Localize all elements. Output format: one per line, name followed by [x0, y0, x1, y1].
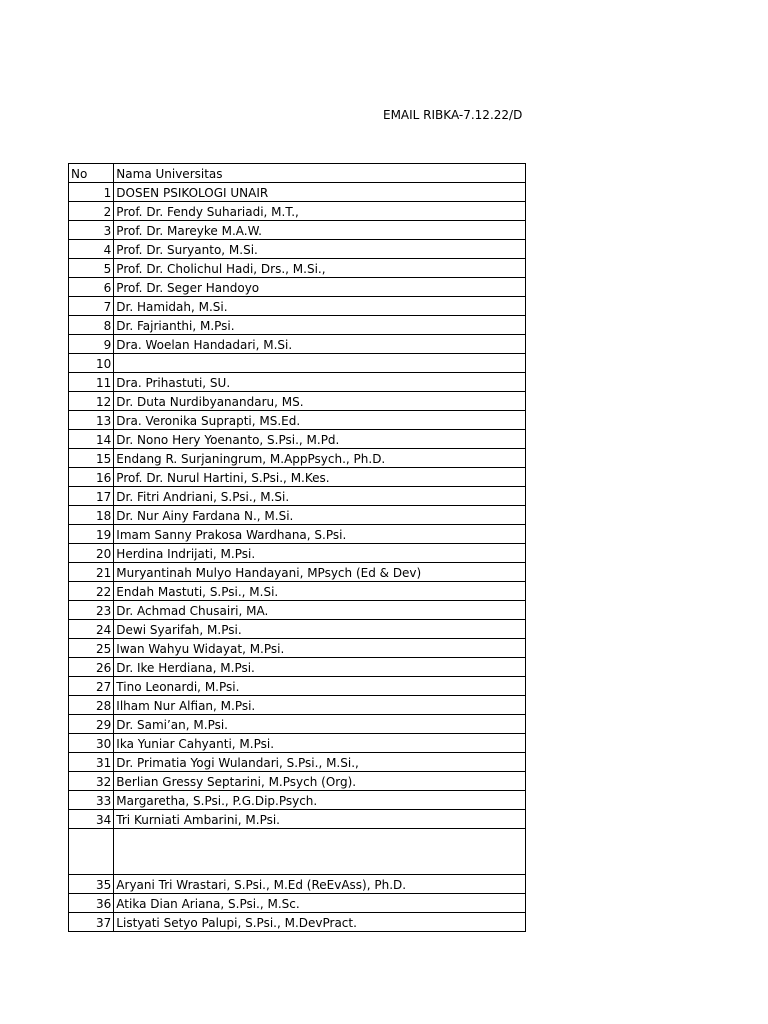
page-title: EMAIL RIBKA-7.12.22/D — [383, 108, 523, 122]
row-number-cell: 13 — [69, 411, 114, 430]
column-header-no: No — [69, 164, 114, 183]
row-name-cell — [114, 829, 526, 875]
table-row — [69, 894, 526, 913]
row-number-cell: 8 — [69, 316, 114, 335]
row-number-cell: 1 — [69, 183, 114, 202]
row-name-cell: Dra. Veronika Suprapti, MS.Ed. — [114, 411, 526, 430]
row-number-cell: 15 — [69, 449, 114, 468]
row-name-cell: Endang R. Surjaningrum, M.AppPsych., Ph.D. — [114, 449, 526, 468]
row-number-cell — [69, 829, 114, 875]
table-row — [69, 791, 526, 810]
row-number-cell: 29 — [69, 715, 114, 734]
table-row — [69, 753, 526, 772]
table-row — [69, 875, 526, 894]
table-row — [69, 297, 526, 316]
table-row — [69, 734, 526, 753]
row-number-cell: 37 — [69, 913, 114, 932]
table-row — [69, 316, 526, 335]
row-name-cell: Dewi Syarifah, M.Psi. — [114, 620, 526, 639]
row-name-cell: Herdina Indrijati, M.Psi. — [114, 544, 526, 563]
row-name-cell: Dr. Nono Hery Yoenanto, S.Psi., M.Pd. — [114, 430, 526, 449]
table-row — [69, 715, 526, 734]
row-number-cell: 25 — [69, 639, 114, 658]
row-number-cell: 23 — [69, 601, 114, 620]
row-number-cell: 4 — [69, 240, 114, 259]
row-name-cell: Dr. Fitri Andriani, S.Psi., M.Si. — [114, 487, 526, 506]
row-number-cell: 35 — [69, 875, 114, 894]
row-number-cell: 26 — [69, 658, 114, 677]
row-number-cell: 19 — [69, 525, 114, 544]
row-name-cell: Tino Leonardi, M.Psi. — [114, 677, 526, 696]
row-number-cell: 33 — [69, 791, 114, 810]
row-name-cell: Dra. Prihastuti, SU. — [114, 373, 526, 392]
row-name-cell: Iwan Wahyu Widayat, M.Psi. — [114, 639, 526, 658]
table-row — [69, 582, 526, 601]
table-row — [69, 525, 526, 544]
table-row — [69, 677, 526, 696]
table-row — [69, 772, 526, 791]
row-name-cell: Aryani Tri Wrastari, S.Psi., M.Ed (ReEvAss), Ph.D. — [114, 875, 526, 894]
row-number-cell: 36 — [69, 894, 114, 913]
table-row — [69, 487, 526, 506]
row-name-cell: Prof. Dr. Fendy Suhariadi, M.T., — [114, 202, 526, 221]
row-name-cell — [114, 354, 526, 373]
row-number-cell: 3 — [69, 221, 114, 240]
table-row — [69, 601, 526, 620]
row-name-cell: Prof. Dr. Mareyke M.A.W. — [114, 221, 526, 240]
row-number-cell: 14 — [69, 430, 114, 449]
row-number-cell: 11 — [69, 373, 114, 392]
row-number-cell: 16 — [69, 468, 114, 487]
row-number-cell: 20 — [69, 544, 114, 563]
table-row — [69, 506, 526, 525]
table-row — [69, 430, 526, 449]
row-name-cell: Imam Sanny Prakosa Wardhana, S.Psi. — [114, 525, 526, 544]
row-name-cell: Prof. Dr. Suryanto, M.Si. — [114, 240, 526, 259]
lecturer-table — [68, 163, 526, 932]
row-name-cell: DOSEN PSIKOLOGI UNAIR — [114, 183, 526, 202]
row-number-cell: 7 — [69, 297, 114, 316]
column-header-name: Nama Universitas — [114, 164, 526, 183]
row-number-cell: 2 — [69, 202, 114, 221]
row-number-cell: 32 — [69, 772, 114, 791]
table-row — [69, 202, 526, 221]
row-number-cell: 12 — [69, 392, 114, 411]
row-name-cell: Dr. Achmad Chusairi, MA. — [114, 601, 526, 620]
table-row — [69, 354, 526, 373]
row-name-cell: Ilham Nur Alfian, M.Psi. — [114, 696, 526, 715]
table-row — [69, 392, 526, 411]
row-number-cell: 21 — [69, 563, 114, 582]
row-name-cell: Dr. Nur Ainy Fardana N., M.Si. — [114, 506, 526, 525]
row-number-cell: 6 — [69, 278, 114, 297]
table-row — [69, 411, 526, 430]
row-name-cell: Muryantinah Mulyo Handayani, MPsych (Ed & Dev) — [114, 563, 526, 582]
table-row — [69, 829, 526, 875]
row-name-cell: Tri Kurniati Ambarini, M.Psi. — [114, 810, 526, 829]
row-number-cell: 34 — [69, 810, 114, 829]
row-name-cell: Dr. Duta Nurdibyanandaru, MS. — [114, 392, 526, 411]
row-number-cell: 5 — [69, 259, 114, 278]
row-number-cell: 22 — [69, 582, 114, 601]
table-row — [69, 183, 526, 202]
row-name-cell: Dra. Woelan Handadari, M.Si. — [114, 335, 526, 354]
row-name-cell: Prof. Dr. Cholichul Hadi, Drs., M.Si., — [114, 259, 526, 278]
row-number-cell: 28 — [69, 696, 114, 715]
row-name-cell: Atika Dian Ariana, S.Psi., M.Sc. — [114, 894, 526, 913]
row-name-cell: Berlian Gressy Septarini, M.Psych (Org). — [114, 772, 526, 791]
table-header-row — [69, 164, 526, 183]
row-name-cell: Endah Mastuti, S.Psi., M.Si. — [114, 582, 526, 601]
row-number-cell: 31 — [69, 753, 114, 772]
row-name-cell: Dr. Sami’an, M.Psi. — [114, 715, 526, 734]
row-number-cell: 30 — [69, 734, 114, 753]
table-row — [69, 544, 526, 563]
row-name-cell: Ika Yuniar Cahyanti, M.Psi. — [114, 734, 526, 753]
table-row — [69, 373, 526, 392]
row-name-cell: Dr. Ike Herdiana, M.Psi. — [114, 658, 526, 677]
table-row — [69, 563, 526, 582]
row-name-cell: Dr. Primatia Yogi Wulandari, S.Psi., M.Si., — [114, 753, 526, 772]
table-row — [69, 810, 526, 829]
row-number-cell: 10 — [69, 354, 114, 373]
table-row — [69, 468, 526, 487]
row-number-cell: 24 — [69, 620, 114, 639]
row-name-cell: Margaretha, S.Psi., P.G.Dip.Psych. — [114, 791, 526, 810]
table-row — [69, 240, 526, 259]
table-row — [69, 696, 526, 715]
row-name-cell: Prof. Dr. Seger Handoyo — [114, 278, 526, 297]
row-number-cell: 18 — [69, 506, 114, 525]
table-row — [69, 335, 526, 354]
table-row — [69, 639, 526, 658]
row-name-cell: Listyati Setyo Palupi, S.Psi., M.DevPract. — [114, 913, 526, 932]
row-name-cell: Dr. Hamidah, M.Si. — [114, 297, 526, 316]
table-row — [69, 449, 526, 468]
table-row — [69, 913, 526, 932]
table-body — [69, 164, 526, 932]
row-number-cell: 9 — [69, 335, 114, 354]
row-number-cell: 27 — [69, 677, 114, 696]
table-row — [69, 658, 526, 677]
table-row — [69, 221, 526, 240]
row-name-cell: Prof. Dr. Nurul Hartini, S.Psi., M.Kes. — [114, 468, 526, 487]
table-row — [69, 620, 526, 639]
table-row — [69, 259, 526, 278]
row-name-cell: Dr. Fajrianthi, M.Psi. — [114, 316, 526, 335]
table-row — [69, 278, 526, 297]
row-number-cell: 17 — [69, 487, 114, 506]
